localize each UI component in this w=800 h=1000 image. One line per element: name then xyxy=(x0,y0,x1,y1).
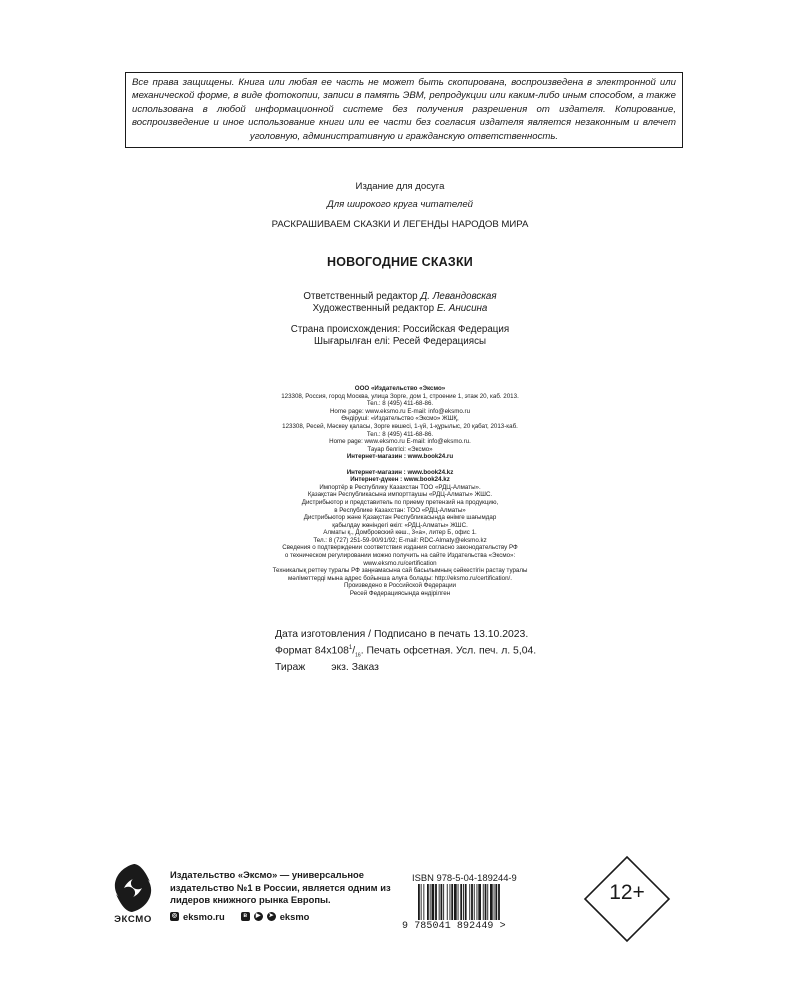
site-link[interactable]: eksmo.ru xyxy=(183,911,225,922)
social-handle[interactable]: eksmo xyxy=(279,911,310,922)
isbn-digits: 9 785041 892449 > xyxy=(402,921,506,932)
editors-block xyxy=(0,291,800,315)
barcode-bar xyxy=(495,884,497,920)
barcode-bar xyxy=(458,884,459,920)
format-prefix: Формат 84x108 xyxy=(275,645,349,657)
youtube-icon: ▶ xyxy=(254,912,263,921)
barcode-bar xyxy=(487,884,488,920)
art-editor-name: Е. Анисина xyxy=(436,303,488,314)
eksmo-logo-word: ЭКСМО xyxy=(114,914,152,925)
imprint-line: Home page: www.eksmo.ru E-mail: info@eksmo.ru xyxy=(329,407,471,415)
imprint-line: Импортёр в Республику Казахстан ТОО «РДЦ-Алматы». xyxy=(319,483,481,491)
imprint-line: 123308, Россия, город Москва, улица Зорге, дом 1, строение 1, этаж 20, каб. 2013. xyxy=(281,392,519,400)
imprint-line: Дистрибьютор және Қазақстан Республикасында өнімге шағымдар xyxy=(303,514,497,522)
origin-block xyxy=(0,324,800,348)
imprint-line: Home page: www.eksmo.ru E-mail: info@eksmo.ru. xyxy=(329,438,471,446)
publisher-links xyxy=(170,911,309,922)
barcode-bar xyxy=(432,884,435,920)
barcode-bar xyxy=(423,884,424,920)
imprint-line: Техникалық реттеу туралы РФ заңнамасына сай басылымның сәйкестігін растау туралы xyxy=(272,567,528,575)
imprint-line xyxy=(0,461,800,469)
run-label: Тираж xyxy=(275,661,306,673)
responsible-editor-label: Ответственный редактор xyxy=(303,291,418,302)
format-line: Формат $84x108^1/_{16}$. Печать офсетная. Усл. печ. л. 5,04. xyxy=(275,644,537,659)
imprint-line: Тел.: 8 (495) 411-68-86. xyxy=(366,430,434,438)
barcode-bar xyxy=(427,884,429,920)
imprint-line: Интернет-магазин : www.book24.ru xyxy=(346,453,454,461)
barcode-bar xyxy=(430,884,431,920)
imprint-line: в Республике Казахстан: ТОО «РДЦ-Алматы» xyxy=(334,506,466,514)
barcode-bar xyxy=(483,884,484,920)
imprint-line: Произведено в Российской Федерации xyxy=(343,582,457,590)
telegram-icon: ➤ xyxy=(268,913,274,919)
edition-type: Издание для досуга xyxy=(355,181,445,192)
barcode-bar xyxy=(469,884,470,920)
imprint-line: ООО «Издательство «Эксмо» xyxy=(354,385,446,392)
imprint-line: Тел.: 8 (727) 251-59-90/91/92; E-mail: RDC-Almaty@eksmo.kz xyxy=(313,536,487,544)
barcode-bar xyxy=(447,884,448,920)
barcode-bar xyxy=(465,884,467,920)
responsible-editor xyxy=(0,291,800,303)
book-title: НОВОГОДНИЕ СКАЗКИ xyxy=(327,255,473,269)
isbn-label: ISBN 978-5-04-189244-9 xyxy=(412,872,517,883)
print-info xyxy=(275,629,575,674)
imprint-line: мәліметтерді мына адрес бойынша алуға болады: http://eksmo.ru/certification/. xyxy=(288,574,512,582)
audience: Для широкого круга читателей xyxy=(327,199,473,210)
barcode-bar xyxy=(494,884,495,920)
art-editor-label: Художественный редактор xyxy=(312,303,435,314)
barcode-bar xyxy=(435,884,437,920)
barcode-bar xyxy=(443,884,444,920)
barcode-bar xyxy=(441,884,443,920)
imprint-line: Өндіруші: «Издательство «Эксмо» ЖШҚ, xyxy=(341,415,459,423)
imprint-line: Интернет-дүкен : www.book24.kz xyxy=(350,476,450,484)
barcode-bar xyxy=(477,884,478,920)
imprint-line: Алматы қ., Домбровский көш., 3«а», литер Б, офис 1. xyxy=(323,529,477,537)
origin-ru: Страна происхождения: Российская Федерация xyxy=(290,324,510,335)
format-suffix: . Печать офсетная. Усл. печ. л. 5,04. xyxy=(360,645,537,657)
imprint-line: қабылдау жөніндегі өкіл: «РДЦ-Алматы» ЖШС. xyxy=(332,521,468,529)
imprint-line: о техническом регулировании можно получить на сайте Издательства «Эксмо»: xyxy=(284,552,516,560)
copies-label: экз. Заказ xyxy=(331,661,379,673)
barcode-bar xyxy=(450,884,451,920)
instagram-icon: ◎ xyxy=(171,913,178,919)
origin-kz: Шығарылған елі: Ресей Федерациясы xyxy=(313,336,487,347)
barcode-bar xyxy=(454,884,457,920)
imprint-line: Сведения о подтверждении соответствия издания согласно законодательству РФ xyxy=(282,544,518,552)
barcode-bar xyxy=(474,884,475,920)
date-line: Дата изготовления / Подписано в печать 13.10.2023. xyxy=(275,629,529,640)
series-title: РАСКРАШИВАЕМ СКАЗКИ И ЛЕГЕНДЫ НАРОДОВ МИРА xyxy=(271,219,529,230)
barcode-bar xyxy=(439,884,440,920)
run-line xyxy=(275,662,575,675)
imprint-line: Тауар белгісі: «Эксмо» xyxy=(367,445,433,453)
barcode-bar xyxy=(418,884,420,920)
imprint-line: Қазақстан Республикасына импорттаушы «РДЦ-Алматы» ЖШС. xyxy=(307,491,493,499)
art-editor xyxy=(0,303,800,315)
imprint-line: Дистрибьютор и представитель по приему претензий на продукцию, xyxy=(301,498,499,506)
publisher-description: Издательство «Эксмо» — универсальное издательство №1 в России, является одним из лидеров книжного рынка Европы. xyxy=(170,869,391,906)
barcode-bar xyxy=(478,884,481,920)
format-sub: 16 xyxy=(355,652,361,659)
imprint-line: Тел.: 8 (495) 411-68-86. xyxy=(366,400,434,408)
format-sup: 1 xyxy=(348,644,353,651)
barcode-bar xyxy=(490,884,493,920)
barcode-bar xyxy=(485,884,487,920)
imprint-line: Интернет-магазин : www.book24.kz xyxy=(346,468,454,476)
vk-icon: в xyxy=(241,912,250,921)
imprint-line: 123308, Ресей, Мәскеу қаласы, Зорге көшесі, 1-үй, 1-құрылыс, 20 қабат, 2013-каб. xyxy=(282,422,518,430)
imprint-line: Ресей Федерациясында өндірілген xyxy=(349,590,451,598)
age-rating: 12+ xyxy=(609,881,645,904)
barcode-bar xyxy=(421,884,422,920)
imprint-line: www.eksmo.ru/certification xyxy=(363,559,437,567)
barcode-bar xyxy=(463,884,464,920)
barcode-bar xyxy=(471,884,473,920)
responsible-editor-name: Д. Левандовская xyxy=(420,291,497,302)
barcode-bar xyxy=(498,884,500,920)
barcode-bar xyxy=(451,884,453,920)
imprint-block xyxy=(0,385,800,598)
barcode-bar xyxy=(460,884,462,920)
rights-notice: Все права защищены. Книга или любая ее часть не может быть скопирована, воспроизведена в электронной или механической форме, в виде фотокопии, записи в память ЭВМ, репродукции или каким-либо иным способом, а также использована в любой информационной системе без получения разрешения от издателя. Копирование, воспроизведение и иное использование книги или ее части без согласия издателя является незаконным и влечет уголовную, административную и гражданскую ответственность. xyxy=(125,72,683,148)
